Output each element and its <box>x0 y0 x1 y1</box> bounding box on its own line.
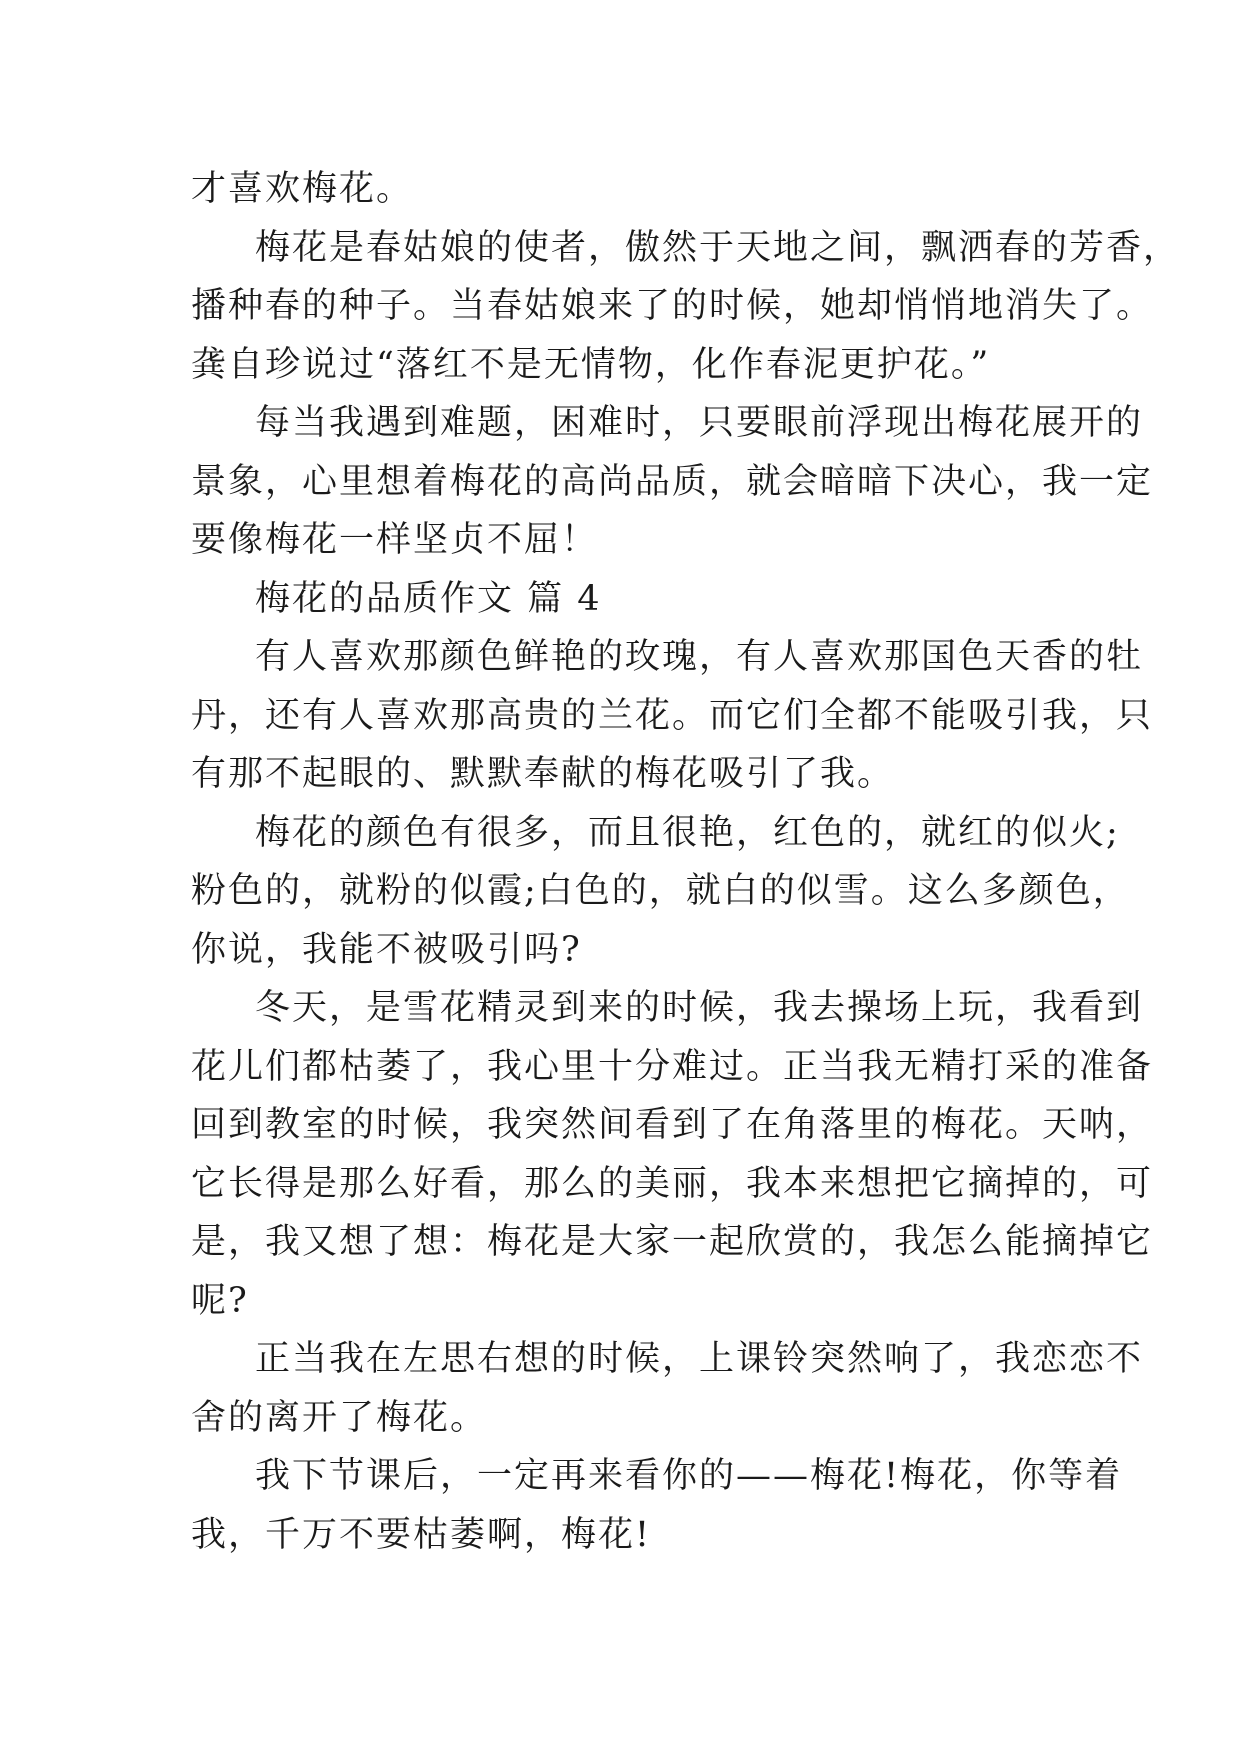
paragraph <box>191 219 1181 395</box>
text-line: 舍的离开了梅花。 <box>191 1397 488 1438</box>
text-line: 正当我在左思右想的时候，上课铃突然响了，我恋恋不 <box>255 1339 1144 1379</box>
paragraph <box>191 160 1071 219</box>
text-line: 龚自珍说过“落红不是无情物，化作春泥更护花。” <box>191 344 991 385</box>
text-line: 梅花的颜色有很多，而且很艳，红色的，就红的似火; <box>255 812 1120 853</box>
text-line: 回到教室的时候，我突然间看到了在角落里的梅花。天呐， <box>191 1105 1154 1145</box>
text-line: 景象，心里想着梅花的高尚品质，就会暗暗下决心，我一定 <box>191 461 1154 502</box>
section-heading <box>191 570 1071 629</box>
text-line: 我下节课后，一定再来看你的——梅花!梅花，你等着 <box>255 1456 1123 1496</box>
text-line: 要像梅花一样坚贞不屈！ <box>191 520 599 560</box>
text-line: 梅花是春姑娘的使者，傲然于天地之间，飘洒春的芳香， <box>255 227 1181 268</box>
text-line: 有那不起眼的、默默奉献的梅花吸引了我。 <box>191 754 895 794</box>
heading-text: 梅花的品质作文 篇 4 <box>255 578 602 619</box>
document-body <box>191 160 1181 1564</box>
text-line: 它长得是那么好看，那么的美丽，我本来想把它摘掉的，可 <box>191 1163 1154 1204</box>
text-line: 是，我又想了想：梅花是大家一起欣赏的，我怎么能摘掉它 <box>191 1222 1154 1262</box>
paragraph <box>191 394 1154 570</box>
text-line: 有人喜欢那颜色鲜艳的玫瑰，有人喜欢那国色天香的牡 <box>255 637 1144 677</box>
paragraph <box>191 804 1130 980</box>
text-line: 冬天，是雪花精灵到来的时候，我去操场上玩，我看到 <box>255 988 1144 1028</box>
paragraph <box>191 979 1154 1330</box>
text-line: 你说，我能不被吸引吗? <box>191 929 582 970</box>
paragraph <box>191 1447 1123 1564</box>
paragraph <box>191 628 1154 804</box>
text-line: 播种春的种子。当春姑娘来了的时候，她却悄悄地消失了。 <box>191 286 1154 326</box>
text-line: 呢? <box>191 1280 249 1321</box>
text-line: 花儿们都枯萎了，我心里十分难过。正当我无精打采的准备 <box>191 1046 1154 1087</box>
text-line: 丹，还有人喜欢那高贵的兰花。而它们全都不能吸引我，只 <box>191 695 1154 736</box>
text-line: 才喜欢梅花。 <box>191 169 414 209</box>
text-line: 我，千万不要枯萎啊，梅花! <box>191 1514 652 1555</box>
text-line: 每当我遇到难题，困难时，只要眼前浮现出梅花展开的 <box>255 403 1144 443</box>
paragraph <box>191 1330 1144 1447</box>
text-line: 粉色的，就粉的似霞;白色的，就白的似雪。这么多颜色， <box>191 871 1130 911</box>
